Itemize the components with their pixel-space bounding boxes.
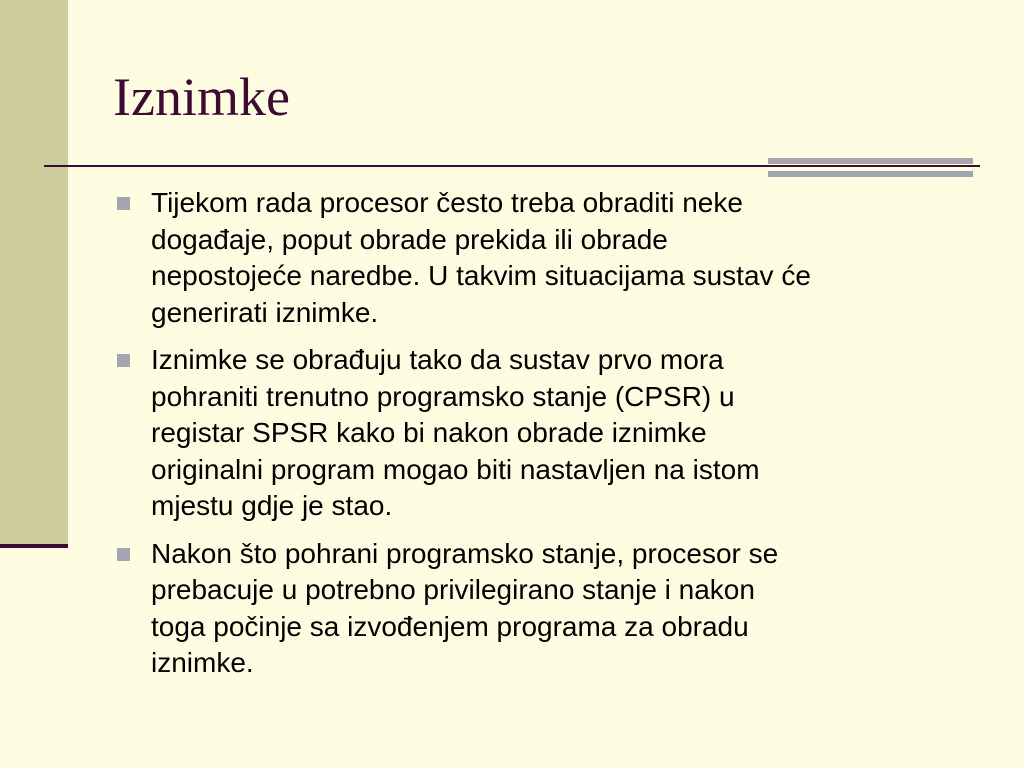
bullet-2-line-5: mjestu gdje je stao. [151,490,393,521]
bullet-1-line-2: događaje, poput obrade prekida ili obrade [151,223,668,255]
bullet-item-3 [114,536,974,682]
bullet-1-line-1: Tijekom rada procesor često treba obraditi neke [151,187,743,218]
square-bullet-icon [117,354,130,367]
bullet-2-line-4: originalni program mogao biti nastavljen na istom [151,453,760,485]
bullet-3-line-2: prebacuje u potrebno privilegirano stanje i nakon [151,574,755,605]
title-underline [44,165,980,167]
slide-title: Iznimke [113,67,290,127]
left-decorative-rule [0,544,68,548]
bullet-list [114,185,974,693]
square-bullet-icon [117,197,130,210]
accent-bar-bottom [768,171,973,177]
square-bullet-icon [117,548,130,561]
bullet-item-2 [114,342,974,525]
left-decorative-band [0,0,68,544]
bullet-3-line-1: Nakon što pohrani programsko stanje, procesor se [151,537,779,569]
bullet-2-line-2: pohraniti trenutno programsko stanje (CPSR) u [151,380,735,412]
bullet-1-line-4: generirati iznimke. [151,296,379,328]
accent-bar-top [768,158,973,164]
bullet-2-line-1: Iznimke se obrađuju tako da sustav prvo mora [151,344,724,375]
bullet-2-line-3: registar SPSR kako bi nakon obrade iznimke [151,417,707,448]
bullet-3-line-4: iznimke. [151,647,254,678]
bullet-item-1 [114,185,974,331]
bullet-3-line-3: toga počinje sa izvođenjem programa za obradu [151,610,749,642]
bullet-1-line-3: nepostojeće naredbe. U takvim situacijama sustav će [151,260,811,291]
